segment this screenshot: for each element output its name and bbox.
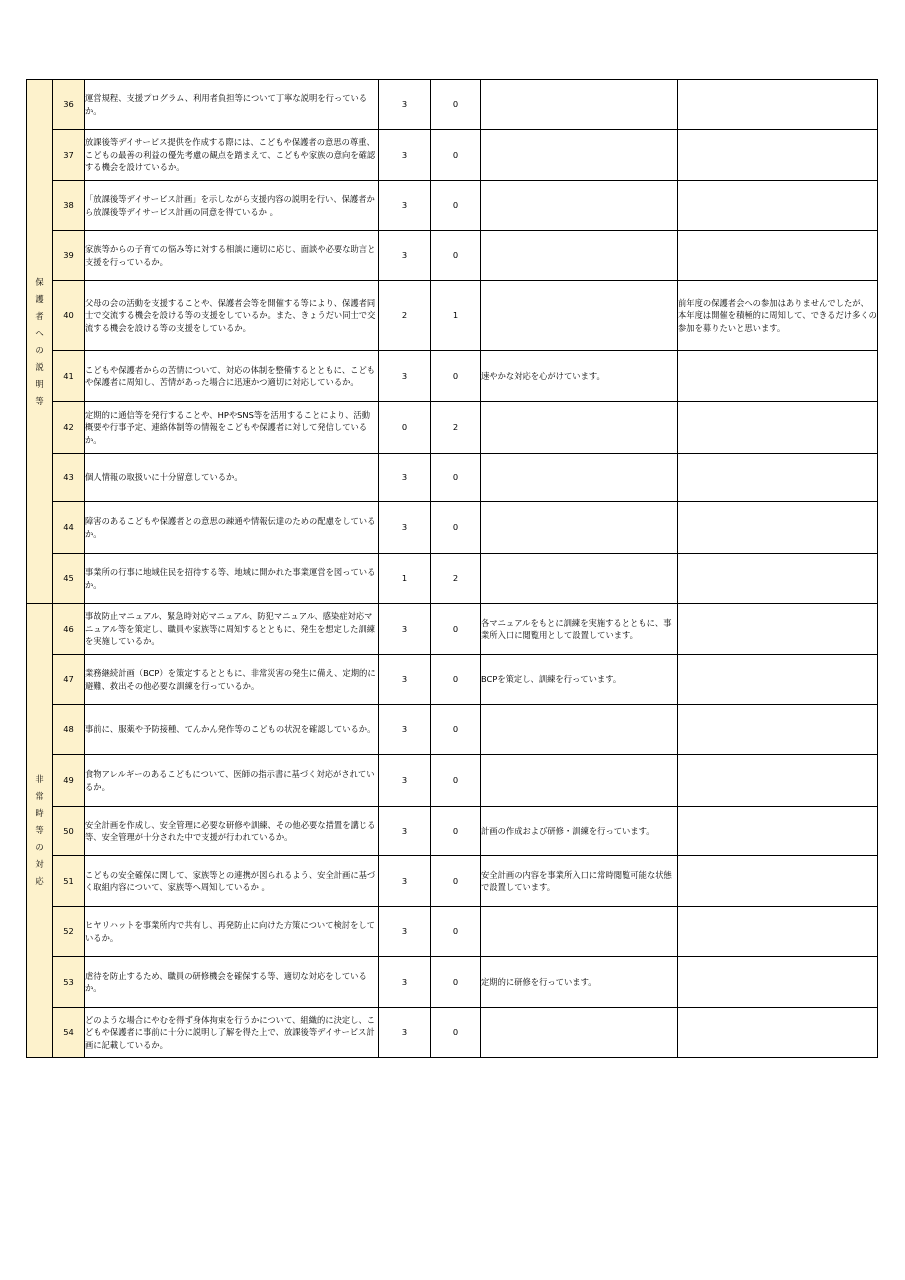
improvement-cell [678,1008,878,1058]
no-count-cell: 0 [431,907,481,957]
no-count-cell: 0 [431,231,481,281]
comment-cell [481,1008,678,1058]
comment-cell [481,80,678,130]
yes-count-cell: 0 [379,402,431,454]
table-row [27,80,878,130]
yes-count-cell: 3 [379,181,431,231]
table-row [27,907,878,957]
table-row [27,502,878,554]
item-number: 45 [53,554,85,604]
table-row [27,181,878,231]
category-cell [27,604,53,1058]
table-row [27,655,878,705]
table-body [27,80,878,1058]
no-count-cell: 0 [431,130,481,181]
question-cell: 放課後等デイサービス提供を作成する際には、こどもや保護者の意思の尊重、こどもの最善の利益の優先考慮の観点を踏まえて、こどもや家族の意向を確認する機会を設けているか。 [85,130,379,181]
item-number: 50 [53,807,85,856]
improvement-cell [678,807,878,856]
question-cell: 事前に、服薬や予防接種、てんかん発作等のこどもの状況を確認しているか。 [85,705,379,755]
table-row [27,705,878,755]
table-row [27,604,878,655]
question-cell: 事故防止マニュアル、緊急時対応マニュアル、防犯マニュアル、感染症対応マニュアル等を策定し、職員や家族等に周知するとともに、発生を想定した訓練を実施しているか。 [85,604,379,655]
question-cell: 個人情報の取扱いに十分留意しているか。 [85,454,379,502]
comment-cell: 計画の作成および研修・訓練を行っています。 [481,807,678,856]
comment-cell: BCPを策定し、訓練を行っています。 [481,655,678,705]
improvement-cell [678,957,878,1008]
comment-cell: 速やかな対応を心がけています。 [481,351,678,402]
table-row [27,807,878,856]
table-row [27,755,878,807]
no-count-cell: 2 [431,554,481,604]
table-row [27,351,878,402]
no-count-cell: 0 [431,856,481,907]
table-row [27,281,878,351]
yes-count-cell: 3 [379,755,431,807]
no-count-cell: 0 [431,705,481,755]
table-row [27,402,878,454]
no-count-cell: 0 [431,655,481,705]
comment-cell [481,402,678,454]
question-cell: 定期的に通信等を発行することや、HPやSNS等を活用することにより、活動概要や行事予定、連絡体制等の情報をこどもや保護者に対して発信しているか。 [85,402,379,454]
no-count-cell: 2 [431,402,481,454]
yes-count-cell: 3 [379,502,431,554]
item-number: 42 [53,402,85,454]
category-label: 保護者への説明等 [35,276,44,406]
question-cell: 「放課後等デイサービス計画」を示しながら支援内容の説明を行い、保護者から放課後等デイサービス計画の同意を得ているか 。 [85,181,379,231]
improvement-cell [678,80,878,130]
question-cell: 虐待を防止するため、職員の研修機会を確保する等、適切な対応をしているか。 [85,957,379,1008]
category-cell [27,80,53,604]
yes-count-cell: 3 [379,957,431,1008]
item-number: 53 [53,957,85,1008]
comment-cell [481,755,678,807]
yes-count-cell: 3 [379,231,431,281]
no-count-cell: 0 [431,957,481,1008]
item-number: 41 [53,351,85,402]
item-number: 47 [53,655,85,705]
question-cell: 業務継続計画（BCP）を策定するとともに、非常災害の発生に備え、定期的に避難、救出その他必要な訓練を行っているか。 [85,655,379,705]
no-count-cell: 0 [431,1008,481,1058]
table-row [27,130,878,181]
yes-count-cell: 3 [379,856,431,907]
question-cell: こどもや保護者からの苦情について、対応の体制を整備するとともに、こどもや保護者に周知し、苦情があった場合に迅速かつ適切に対応しているか。 [85,351,379,402]
comment-cell [481,554,678,604]
item-number: 37 [53,130,85,181]
item-number: 49 [53,755,85,807]
yes-count-cell: 3 [379,907,431,957]
comment-cell [481,502,678,554]
item-number: 48 [53,705,85,755]
improvement-cell [678,351,878,402]
yes-count-cell: 3 [379,655,431,705]
question-cell: どのような場合にやむを得ず身体拘束を行うかについて、組織的に決定し、こどもや保護者に事前に十分に説明し了解を得た上で、放課後等デイサービス計画に記載しているか。 [85,1008,379,1058]
comment-cell: 定期的に研修を行っています。 [481,957,678,1008]
comment-cell [481,907,678,957]
comment-cell: 各マニュアルをもとに訓練を実施するとともに、事業所入口に閲覧用として設置しています。 [481,604,678,655]
item-number: 44 [53,502,85,554]
item-number: 40 [53,281,85,351]
question-cell: 運営規程、支援プログラム、利用者負担等について丁寧な説明を行っているか。 [85,80,379,130]
table-row [27,856,878,907]
item-number: 39 [53,231,85,281]
question-cell: 家族等からの子育ての悩み等に対する相談に適切に応じ、面談や必要な助言と支援を行っているか。 [85,231,379,281]
question-cell: こどもの安全確保に関して、家族等との連携が図られるよう、安全計画に基づく取組内容について、家族等へ周知しているか 。 [85,856,379,907]
no-count-cell: 0 [431,454,481,502]
improvement-cell [678,502,878,554]
comment-cell: 安全計画の内容を事業所入口に常時閲覧可能な状態で設置しています。 [481,856,678,907]
comment-cell [481,181,678,231]
no-count-cell: 0 [431,807,481,856]
improvement-cell [678,755,878,807]
improvement-cell [678,856,878,907]
item-number: 46 [53,604,85,655]
question-cell: 障害のあるこどもや保護者との意思の疎通や情報伝達のための配慮をしているか。 [85,502,379,554]
yes-count-cell: 3 [379,604,431,655]
improvement-cell [678,181,878,231]
yes-count-cell: 3 [379,351,431,402]
question-cell: ヒヤリハットを事業所内で共有し、再発防止に向けた方策について検討をしているか。 [85,907,379,957]
no-count-cell: 0 [431,502,481,554]
improvement-cell [678,231,878,281]
yes-count-cell: 3 [379,807,431,856]
question-cell: 事業所の行事に地域住民を招待する等、地域に開かれた事業運営を図っているか。 [85,554,379,604]
yes-count-cell: 3 [379,1008,431,1058]
no-count-cell: 0 [431,604,481,655]
table-row [27,231,878,281]
category-label: 非常時等の対応 [35,774,44,886]
no-count-cell: 1 [431,281,481,351]
comment-cell [481,231,678,281]
question-cell: 安全計画を作成し、安全管理に必要な研修や訓練、その他必要な措置を講じる等、安全管理が十分された中で支援が行われているか。 [85,807,379,856]
question-cell: 食物アレルギーのあるこどもについて、医師の指示書に基づく対応がされているか。 [85,755,379,807]
improvement-cell [678,604,878,655]
item-number: 43 [53,454,85,502]
comment-cell [481,130,678,181]
comment-cell [481,454,678,502]
comment-cell [481,705,678,755]
improvement-cell: 前年度の保護者会への参加はありませんでしたが、本年度は開催を積極的に周知して、できるだけ多くの参加を募りたいと思います。 [678,281,878,351]
yes-count-cell: 3 [379,454,431,502]
improvement-cell [678,554,878,604]
item-number: 54 [53,1008,85,1058]
no-count-cell: 0 [431,80,481,130]
item-number: 51 [53,856,85,907]
no-count-cell: 0 [431,755,481,807]
item-number: 52 [53,907,85,957]
yes-count-cell: 2 [379,281,431,351]
item-number: 36 [53,80,85,130]
table-row [27,554,878,604]
no-count-cell: 0 [431,181,481,231]
table-row [27,1008,878,1058]
yes-count-cell: 3 [379,80,431,130]
improvement-cell [678,454,878,502]
table-row [27,957,878,1008]
no-count-cell: 0 [431,351,481,402]
table-row [27,454,878,502]
yes-count-cell: 3 [379,705,431,755]
question-cell: 父母の会の活動を支援することや、保護者会等を開催する等により、保護者同士で交流する機会を設ける等の支援をしているか。また、きょうだい同士で交流する機会を設ける等の支援をしているか。 [85,281,379,351]
improvement-cell [678,907,878,957]
improvement-cell [678,655,878,705]
comment-cell [481,281,678,351]
yes-count-cell: 1 [379,554,431,604]
yes-count-cell: 3 [379,130,431,181]
improvement-cell [678,705,878,755]
evaluation-table [26,79,878,1058]
item-number: 38 [53,181,85,231]
improvement-cell [678,402,878,454]
improvement-cell [678,130,878,181]
